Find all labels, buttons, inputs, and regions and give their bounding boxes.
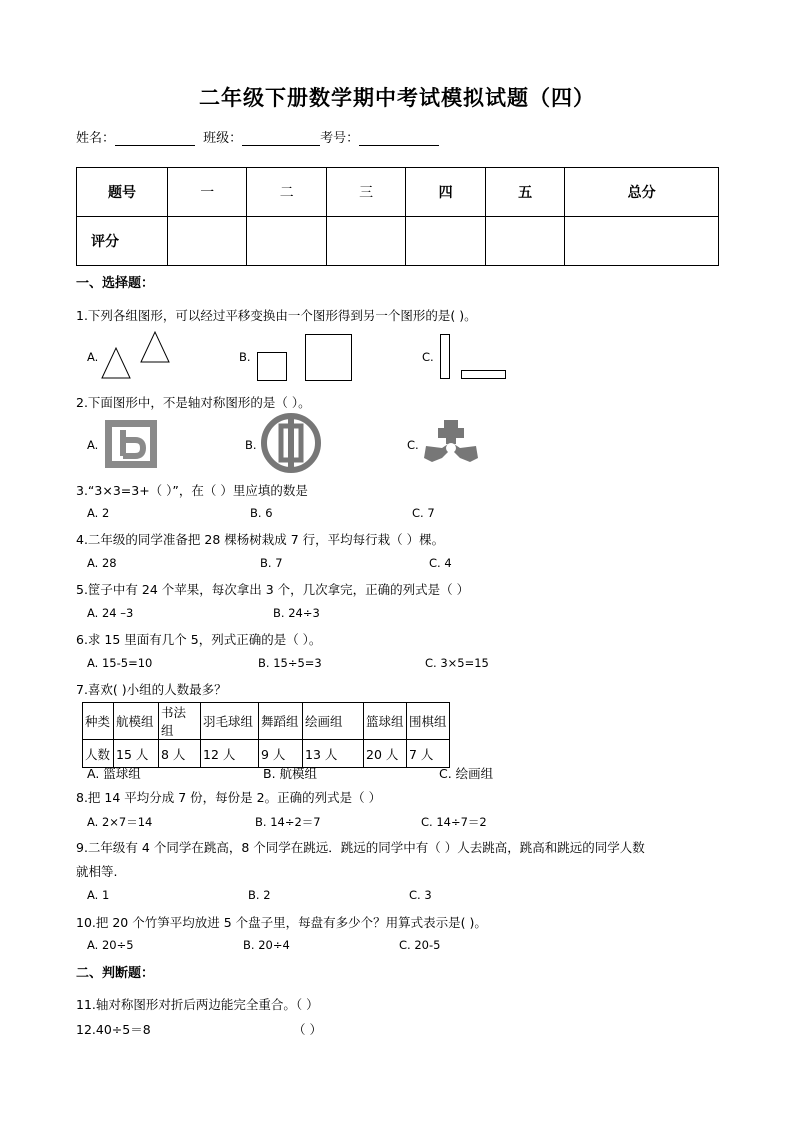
q8-option-a[interactable]: A. 2×7＝14	[87, 815, 153, 829]
section-choice-heading: 一、选择题：	[76, 276, 155, 291]
question-3: 3.“3×3=3+（ ）”，在（ ）里应填的数是	[76, 483, 308, 498]
score-table-row	[77, 217, 719, 266]
score-header-cell: 二	[247, 168, 326, 217]
q7-header-cell: 舞蹈组	[259, 703, 303, 740]
q7-table-header-row	[83, 703, 450, 740]
q9-option-c[interactable]: C. 3	[409, 888, 432, 902]
question-4: 4.二年级的同学准备把 28 棵杨树栽成 7 行，平均每行栽（ ）棵。	[76, 532, 445, 547]
q5-option-b[interactable]: B. 24÷3	[273, 606, 320, 620]
class-label: 班级：	[203, 131, 243, 146]
score-header-cell: 四	[406, 168, 485, 217]
score-header-cell: 五	[485, 168, 564, 217]
q8-option-b[interactable]: B. 14÷2＝7	[255, 815, 321, 829]
triskelion-shape	[424, 420, 478, 462]
q7-header-cell: 篮球组	[364, 703, 407, 740]
q2-bank-logo-figure	[260, 412, 322, 474]
question-9-continued: 就相等.	[76, 864, 118, 879]
score-cell[interactable]	[406, 217, 485, 266]
score-table	[76, 167, 719, 266]
score-header-cell: 一	[168, 168, 247, 217]
tall-rectangle-shape	[441, 335, 450, 379]
q1-triangles-figure	[100, 330, 180, 382]
question-6: 6.求 15 里面有几个 5，列式正确的是（ ）。	[76, 632, 322, 647]
small-square-shape	[258, 353, 287, 381]
section-judge-heading: 二、判断题：	[76, 966, 155, 981]
q2-option-b-label: B.	[245, 438, 257, 452]
q4-option-c[interactable]: C. 4	[429, 556, 452, 570]
q7-cell: 15 人	[114, 740, 159, 768]
q1-option-c-label: C.	[422, 350, 434, 364]
q7-header-cell: 羽毛球组	[201, 703, 259, 740]
bank-logo-bar	[288, 416, 294, 470]
score-cell[interactable]	[485, 217, 564, 266]
q1-rectangles-figure	[437, 332, 509, 382]
q4-option-b[interactable]: B. 7	[260, 556, 283, 570]
q7-cell: 7 人	[407, 740, 450, 768]
q7-option-a[interactable]: A. 篮球组	[87, 766, 141, 781]
wide-rectangle-shape	[462, 371, 506, 379]
q7-cell: 8 人	[159, 740, 201, 768]
q5-option-a[interactable]: A. 24 –3	[87, 606, 134, 620]
q8-option-c[interactable]: C. 14÷7＝2	[421, 815, 487, 829]
q2-logo-a-figure	[103, 418, 159, 470]
q7-cell: 20 人	[364, 740, 407, 768]
q7-cell: 12 人	[201, 740, 259, 768]
q1-squares-figure	[255, 332, 357, 384]
q4-option-a[interactable]: A. 28	[87, 556, 117, 570]
q7-header-cell: 种类	[83, 703, 114, 740]
q6-option-c[interactable]: C. 3×5=15	[425, 656, 489, 670]
triangle-shape	[141, 332, 169, 362]
triangle-shape	[102, 348, 130, 378]
score-row-label: 评分	[77, 217, 168, 266]
q2-option-a-label: A.	[87, 438, 99, 452]
q12-answer-paren[interactable]: （ ）	[293, 1022, 322, 1037]
q7-header-cell: 航模组	[114, 703, 159, 740]
question-7: 7.喜欢( )小组的人数最多？	[76, 682, 227, 697]
q6-option-a[interactable]: A. 15-5=10	[87, 656, 153, 670]
q7-header-cell: 绘画组	[303, 703, 364, 740]
q7-groups-table	[82, 702, 450, 768]
id-blank[interactable]	[359, 131, 439, 146]
q9-option-a[interactable]: A. 1	[87, 888, 110, 902]
question-2: 2.下面图形中，不是轴对称图形的是（ ）。	[76, 395, 311, 410]
q6-option-b[interactable]: B. 15÷5=3	[258, 656, 322, 670]
q7-cell: 人数	[83, 740, 114, 768]
question-1: 1.下列各组图形，可以经过平移变换由一个图形得到另一个图形的是( )。	[76, 308, 477, 323]
q2-triskelion-figure	[420, 416, 482, 472]
question-5: 5.筐子中有 24 个苹果，每次拿出 3 个，几次拿完，正确的列式是（ ）	[76, 582, 470, 597]
q10-option-a[interactable]: A. 20÷5	[87, 938, 134, 952]
q10-option-c[interactable]: C. 20-5	[399, 938, 441, 952]
question-11: 11.轴对称图形对折后两边能完全重合。（ ）	[76, 997, 319, 1012]
q2-option-c-label: C.	[407, 438, 419, 452]
id-label: 考号：	[320, 131, 360, 146]
q1-option-b-label: B.	[239, 350, 251, 364]
name-blank[interactable]	[115, 131, 195, 146]
name-label: 姓名：	[76, 131, 116, 146]
large-square-shape	[306, 335, 352, 381]
q7-option-b[interactable]: B. 航模组	[263, 766, 318, 781]
score-header-cell: 题号	[77, 168, 168, 217]
score-cell[interactable]	[565, 217, 719, 266]
score-header-cell: 三	[326, 168, 405, 217]
score-cell[interactable]	[326, 217, 405, 266]
q3-option-a[interactable]: A. 2	[87, 506, 110, 520]
q7-header-cell: 围棋组	[407, 703, 450, 740]
score-header-cell: 总分	[565, 168, 719, 217]
q7-cell: 9 人	[259, 740, 303, 768]
q9-option-b[interactable]: B. 2	[248, 888, 271, 902]
question-8: 8.把 14 平均分成 7 份，每份是 2。正确的列式是（ ）	[76, 790, 382, 805]
question-12: 12.40÷5＝8	[76, 1022, 151, 1037]
q7-cell: 13 人	[303, 740, 364, 768]
q1-option-a-label: A.	[87, 350, 99, 364]
q7-header-cell: 书法组	[159, 703, 201, 740]
score-cell[interactable]	[168, 217, 247, 266]
score-cell[interactable]	[247, 217, 326, 266]
q7-option-c[interactable]: C. 绘画组	[439, 766, 494, 781]
question-9: 9.二年级有 4 个同学在跳高，8 个同学在跳远．跳远的同学中有（ ）人去跳高，跳高和跳远的同学人数	[76, 840, 645, 855]
student-info-row	[76, 127, 439, 146]
q3-option-c[interactable]: C. 7	[412, 506, 435, 520]
class-blank[interactable]	[242, 131, 320, 146]
question-10: 10.把 20 个竹笋平均放进 5 个盘子里，每盘有多少个？用算式表示是( )。	[76, 915, 487, 930]
page-title: 二年级下册数学期中考试模拟试题（四）	[199, 86, 595, 110]
q3-option-b[interactable]: B. 6	[250, 506, 273, 520]
q10-option-b[interactable]: B. 20÷4	[243, 938, 290, 952]
score-table-header-row	[77, 168, 719, 217]
